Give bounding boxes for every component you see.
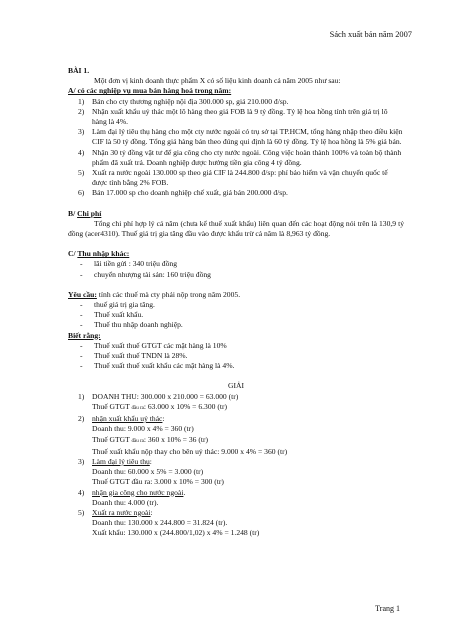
- intro-paragraph: Một đơn vị kinh doanh thực phẩm X có số liệu kinh doanh cả năm 2005 như sau:: [94, 76, 341, 86]
- exercise-title: BÀI 1.: [68, 66, 90, 75]
- solution-line: Thuế GTGT đầu ra: 3.000 x 10% = 300 (tr): [92, 477, 224, 487]
- solution-line: Xuất khẩu: 130.000 x (244.800/1,02) x 4% = 1.248 (tr): [92, 528, 260, 538]
- solution-step-5: 5) Xuất ra nước ngoài:: [78, 507, 153, 517]
- list-item: 5) Xuất ra nước ngoài 130.000 sp theo giá CIF là 244.800 đ/sp: phí bảo hiểm và vận chuyển quốc tế được tính bằng 2% FOB.: [78, 168, 388, 188]
- list-item: 3) Làm đại lý tiêu thụ hàng cho một cty nước ngoài có trụ sở tại TP.HCM, tổng hàng nhập theo điều kiện CIF là 50 tỷ đồng. Tổng giá hàng bán theo đúng qui định là 60 tỷ đồng. Tỷ lệ hoa hồng là 5% giá bán.: [78, 127, 403, 147]
- section-b-text: Tổng chi phí hợp lý cả năm (chưa kể thuế xuất khẩu) liên quan đến các hoạt động nói trên là 130,9 tỷ đồng (acer4310). Thuế giá trị gia tăng đầu vào được khấu trừ cả năm là 8,963 tỷ đồng.: [68, 218, 404, 239]
- list-item: 2) Nhận xuất khẩu uỷ thác một lô hàng theo giá FOB là 9 tỷ đồng. Tỷ lệ hoa hồng tính trên giá trị lô hàng là 4%.: [78, 106, 388, 127]
- solution-line: Doanh thu: 130.000 x 244.800 = 31.824 (tr).: [92, 518, 228, 528]
- list-item: - chuyển nhượng tài sản: 160 triệu đồng: [80, 269, 211, 279]
- list-item: - Thuế xuất thuế GTGT các mặt hàng là 10%: [80, 340, 227, 350]
- section-b-heading: B/ Chi phí: [68, 208, 102, 218]
- section-a-heading: A/ có các nghiệp vụ mua bán hàng hoá trong năm:: [68, 86, 232, 96]
- solution-step-4: 4) nhận gia công cho nước ngoài.: [78, 487, 186, 497]
- solution-title: GIẢI: [227, 381, 245, 391]
- solution-line: Thuế GTGT đầu ra: 360 x 10% = 36 (tr): [92, 434, 209, 444]
- solution-line: Thuế GTGT đầu ra: 63.000 x 10% = 6.300 (tr): [92, 401, 228, 411]
- solution-step-2: 2) nhận xuất khẩu uỷ thác:: [78, 414, 165, 424]
- solution-line: Doanh thu: 4.000 (tr).: [92, 497, 159, 507]
- solution-step-3: 3) Làm đại lý tiêu thụ:: [78, 456, 152, 466]
- list-item: - lãi tiền gửi : 340 triệu đồng: [80, 259, 177, 269]
- list-item: 4) Nhận 30 tỷ đồng vật tư để gia công cho cty nước ngoài. Công việc hoàn thành 100% và toàn bộ thành phẩm đã xuất trả. Doanh nghiệp được hưởng tiền gia công 4 tỷ đồng.: [78, 147, 402, 167]
- solution-line: Thuế xuất khẩu nộp thay cho bên uỷ thác: 9.000 x 4% = 360 (tr): [92, 446, 288, 456]
- list-item: 6) Bán 17.000 sp cho doanh nghiệp chế xuất, giá bán 200.000 đ/sp.: [78, 188, 288, 198]
- given-heading: Biết rằng:: [68, 330, 101, 340]
- list-item: - Thuế thu nhập doanh nghiệp.: [80, 320, 183, 330]
- solution-line: Doanh thu: 60.000 x 5% = 3.000 (tr): [92, 467, 204, 477]
- section-c-heading: C/ Thu nhập khác:: [68, 249, 130, 259]
- solution-line: Doanh thu: 9.000 x 4% = 360 (tr): [92, 424, 194, 434]
- document-body: [68, 66, 404, 539]
- solution-step-1: 1) DOANH THU: 300.000 x 210.000 = 63.000 (tr): [78, 391, 239, 401]
- requirement-heading: Yêu cầu: tính các thuế mà cty phải nộp trong năm 2005.: [68, 289, 241, 299]
- section-a-list: [68, 97, 404, 199]
- list-item: - Thuế xuất thuế TNDN là 28%.: [80, 351, 188, 361]
- list-item: - thuế giá trị gia tăng.: [80, 300, 155, 310]
- list-item: - Thuế xuất thuế xuất khẩu các mặt hàng là 4%.: [80, 361, 235, 371]
- page-header: Sách xuất bản năm 2007: [329, 30, 412, 39]
- page-number: Trang 1: [375, 603, 400, 613]
- list-item: 1) Bán cho cty thương nghiệp nội địa 300.000 sp, giá 210.000 đ/sp.: [78, 96, 289, 106]
- list-item: - Thuế xuất khẩu.: [80, 310, 144, 320]
